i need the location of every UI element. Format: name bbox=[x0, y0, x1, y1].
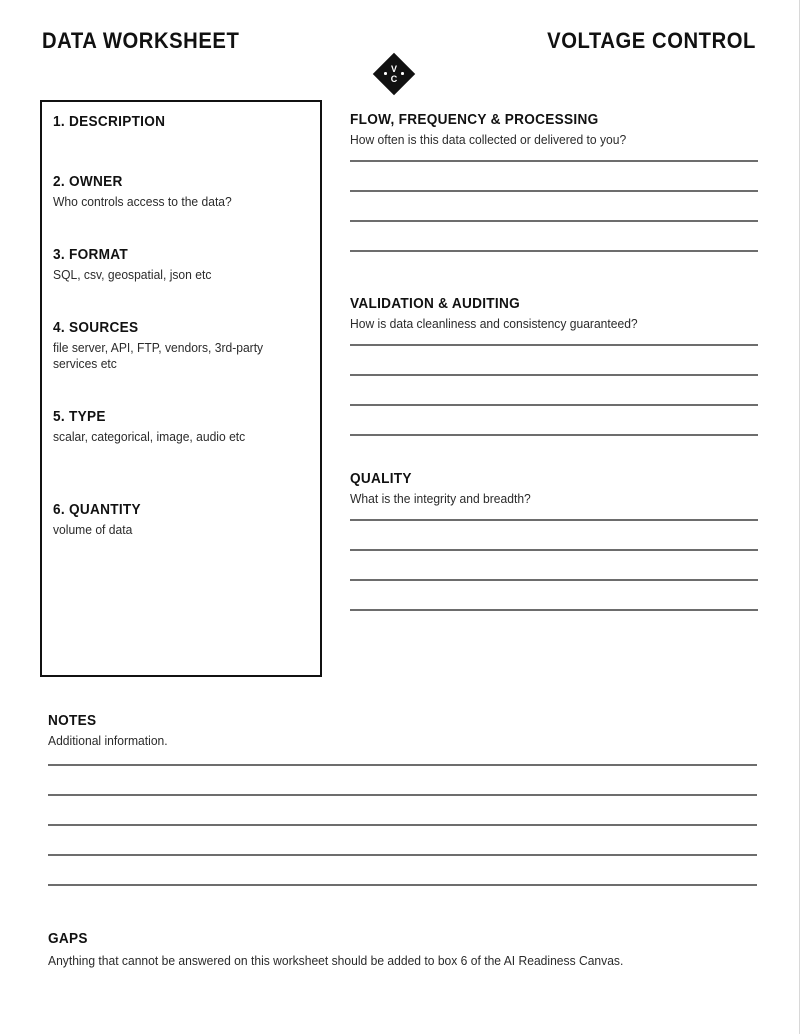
answer-line[interactable] bbox=[48, 764, 757, 766]
field-title: 3. FORMAT bbox=[53, 247, 128, 263]
field-type bbox=[53, 408, 310, 445]
answer-lines bbox=[48, 764, 757, 886]
logo-letter-c: C bbox=[390, 74, 398, 84]
field-quantity bbox=[53, 501, 310, 538]
section-validation-auditing bbox=[350, 295, 758, 436]
section-gaps bbox=[48, 930, 757, 969]
section-hint: How is data cleanliness and consistency guaranteed? bbox=[350, 317, 638, 331]
right-column-sections bbox=[350, 111, 758, 611]
voltage-control-diamond-logo bbox=[370, 50, 418, 98]
logo-dot-left bbox=[384, 72, 387, 75]
field-hint: scalar, categorical, image, audio etc bbox=[53, 430, 246, 444]
section-title: FLOW, FREQUENCY & PROCESSING bbox=[350, 112, 599, 128]
answer-line[interactable] bbox=[350, 549, 758, 551]
answer-line[interactable] bbox=[350, 519, 758, 521]
logo-dot-right bbox=[401, 72, 404, 75]
answer-lines bbox=[350, 519, 758, 611]
logo-letter-v: V bbox=[390, 64, 397, 74]
field-title: 5. TYPE bbox=[53, 409, 106, 425]
field-title: 2. OWNER bbox=[53, 174, 123, 190]
section-quality bbox=[350, 470, 758, 611]
section-title: GAPS bbox=[48, 931, 88, 947]
answer-line[interactable] bbox=[350, 434, 758, 436]
answer-line[interactable] bbox=[48, 794, 757, 796]
section-title: QUALITY bbox=[350, 471, 412, 487]
field-hint: SQL, csv, geospatial, json etc bbox=[53, 268, 212, 282]
field-owner bbox=[53, 173, 310, 210]
section-title: NOTES bbox=[48, 713, 97, 729]
answer-line[interactable] bbox=[350, 190, 758, 192]
answer-line[interactable] bbox=[48, 854, 757, 856]
answer-line[interactable] bbox=[350, 250, 758, 252]
section-hint: How often is this data collected or delivered to you? bbox=[350, 133, 627, 147]
section-hint: Additional information. bbox=[48, 734, 168, 748]
field-hint: volume of data bbox=[53, 523, 133, 537]
field-title: 4. SOURCES bbox=[53, 320, 139, 336]
field-sources bbox=[53, 319, 310, 372]
answer-lines bbox=[350, 344, 758, 436]
page-header bbox=[0, 26, 800, 84]
answer-line[interactable] bbox=[350, 579, 758, 581]
answer-lines bbox=[350, 160, 758, 252]
field-description bbox=[53, 113, 310, 131]
section-hint: Anything that cannot be answered on this worksheet should be added to box 6 of the AI Readiness Canvas. bbox=[48, 954, 624, 968]
description-fields-box bbox=[40, 100, 322, 677]
answer-line[interactable] bbox=[350, 404, 758, 406]
section-hint: What is the integrity and breadth? bbox=[350, 492, 531, 506]
section-flow-frequency-processing bbox=[350, 111, 758, 252]
brand-name: VOLTAGE CONTROL bbox=[547, 28, 756, 53]
answer-line[interactable] bbox=[350, 160, 758, 162]
answer-line[interactable] bbox=[350, 609, 758, 611]
field-format bbox=[53, 246, 310, 283]
field-hint: file server, API, FTP, vendors, 3rd-party services etc bbox=[53, 341, 264, 371]
field-title: 1. DESCRIPTION bbox=[53, 114, 166, 130]
field-hint: Who controls access to the data? bbox=[53, 195, 232, 209]
field-title: 6. QUANTITY bbox=[53, 502, 141, 518]
description-fields-list bbox=[53, 113, 310, 538]
answer-line[interactable] bbox=[350, 374, 758, 376]
page-title: DATA WORKSHEET bbox=[42, 28, 240, 53]
section-title: VALIDATION & AUDITING bbox=[350, 296, 520, 312]
answer-line[interactable] bbox=[48, 824, 757, 826]
answer-line[interactable] bbox=[350, 220, 758, 222]
answer-line[interactable] bbox=[350, 344, 758, 346]
section-notes bbox=[48, 712, 757, 886]
answer-line[interactable] bbox=[48, 884, 757, 886]
